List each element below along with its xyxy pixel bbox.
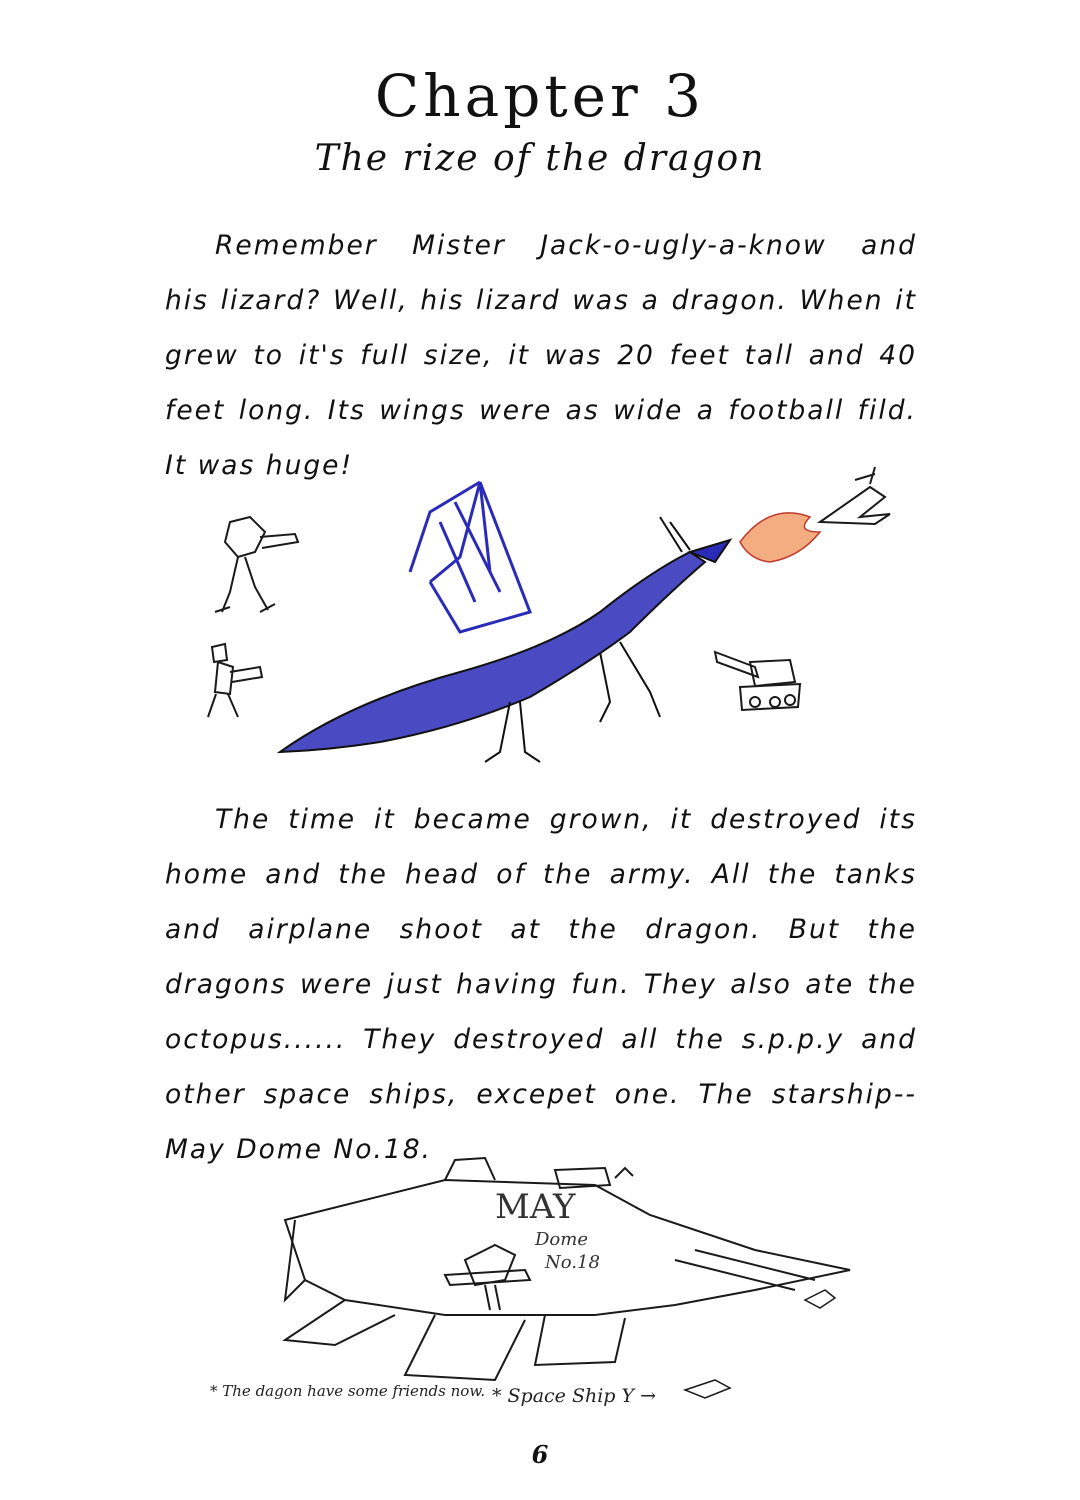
ship-hull-text: MAY: [495, 1187, 576, 1227]
dragon-fire: [740, 513, 820, 562]
paragraph-line: and airplane shoot at the dragon. But the: [165, 914, 917, 945]
chapter-title: Chapter 3: [374, 62, 706, 130]
paragraph-line: feet long. Its wings were as wide a football fild.: [165, 395, 917, 426]
dragon-illustration: [130, 462, 930, 772]
chapter-subtitle: The rize of the dragon: [314, 138, 766, 179]
paragraph-line: other space ships, excepet one. The starship--: [165, 1079, 917, 1110]
paragraph-line: Remember Mister Jack-o-ugly-a-know and: [215, 230, 917, 261]
jet-sketch: [820, 467, 890, 524]
small-ship-sketch: [685, 1290, 835, 1398]
paragraph-1: [165, 218, 917, 493]
paragraph-line: dragons were just having fun. They also ate the: [165, 969, 917, 1000]
caption-left: * The dagon have some friends now.: [210, 1382, 486, 1400]
paragraph-line: home and the head of the army. All the tanks: [165, 859, 917, 890]
dragon-body: [280, 517, 730, 762]
paragraph-line: The time it became grown, it destroyed its: [215, 804, 917, 835]
paragraph-line: grew to it's full size, it was 20 feet tall and 40: [165, 340, 917, 371]
dragon-wings: [410, 482, 530, 632]
caption-right: * Space Ship Y →: [492, 1385, 657, 1407]
ship-side-text: Dome: [535, 1229, 588, 1250]
paragraph-2: [165, 792, 917, 1177]
paragraph-line: May Dome No.18.: [165, 1134, 432, 1165]
tank-sketch: [715, 652, 800, 710]
ship-number-text: No.18: [545, 1252, 600, 1273]
paragraph-line: his lizard? Well, his lizard was a dragon. When it: [165, 285, 917, 316]
page-number: 6: [531, 1440, 549, 1469]
robot-sketch-2: [208, 644, 262, 717]
paragraph-line: octopus...... They destroyed all the s.p.p.y and: [165, 1024, 917, 1055]
paragraph-line: It was huge!: [165, 450, 354, 481]
robot-sketch-1: [215, 517, 298, 612]
